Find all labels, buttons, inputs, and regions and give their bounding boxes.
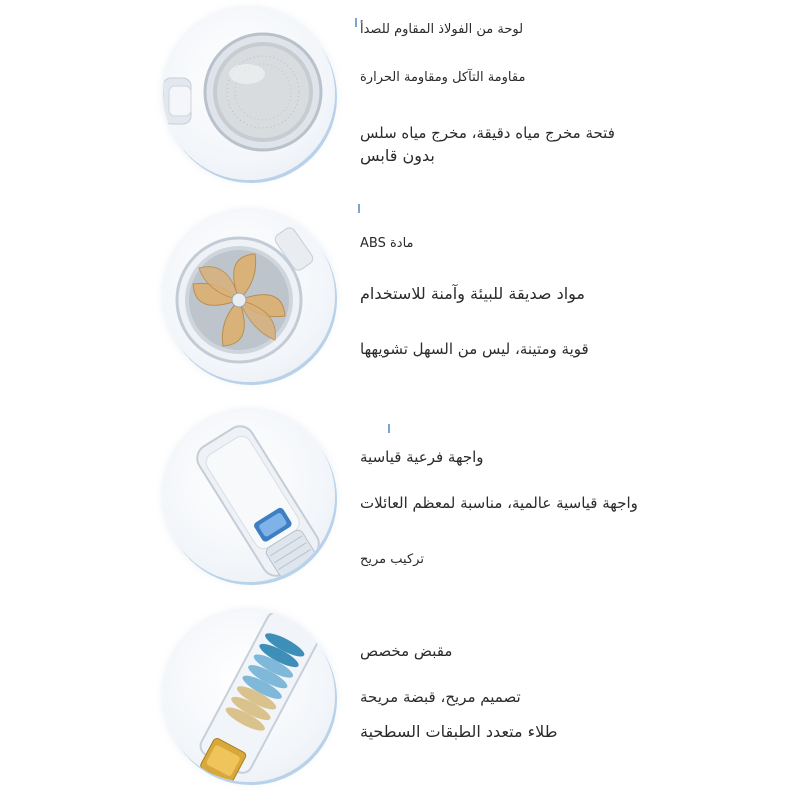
feature-row-abs-material bbox=[0, 200, 800, 400]
accent-mark bbox=[358, 204, 360, 213]
feature-detail: قوية ومتينة، ليس من السهل تشويهها bbox=[360, 340, 589, 358]
feature-detail: بدون قابس bbox=[360, 146, 435, 165]
round-shower-head-steel-plate-icon bbox=[163, 8, 335, 180]
feature-detail: تصميم مريح، قبضة مريحة bbox=[360, 688, 521, 706]
shower-head-turbo-fan-icon bbox=[163, 210, 335, 382]
feature-title: لوحة من الفولاذ المقاوم للصدأ bbox=[360, 22, 524, 37]
accent-mark bbox=[355, 18, 357, 27]
feature-title: واجهة فرعية قياسية bbox=[360, 448, 484, 466]
feature-detail: تركيب مريح bbox=[360, 552, 424, 567]
feature-title: مادة ABS bbox=[360, 236, 414, 251]
transparent-handle-filter-beads-icon bbox=[163, 610, 335, 782]
feature-row-interface bbox=[0, 400, 800, 600]
feature-row-handle bbox=[0, 600, 800, 800]
handle-thread-interface-icon bbox=[163, 410, 335, 582]
feature-detail: مواد صديقة للبيئة وآمنة للاستخدام bbox=[360, 284, 585, 303]
feature-title: مقبض مخصص bbox=[360, 642, 453, 660]
feature-detail: طلاء متعدد الطبقات السطحية bbox=[360, 722, 558, 741]
feature-detail: واجهة قياسية عالمية، مناسبة لمعظم العائلات bbox=[360, 494, 638, 512]
feature-row-steel-plate bbox=[0, 0, 800, 200]
feature-detail: مقاومة التآكل ومقاومة الحرارة bbox=[360, 70, 526, 85]
accent-mark bbox=[388, 424, 390, 433]
feature-detail: فتحة مخرج مياه دقيقة، مخرج مياه سلس bbox=[360, 124, 615, 142]
